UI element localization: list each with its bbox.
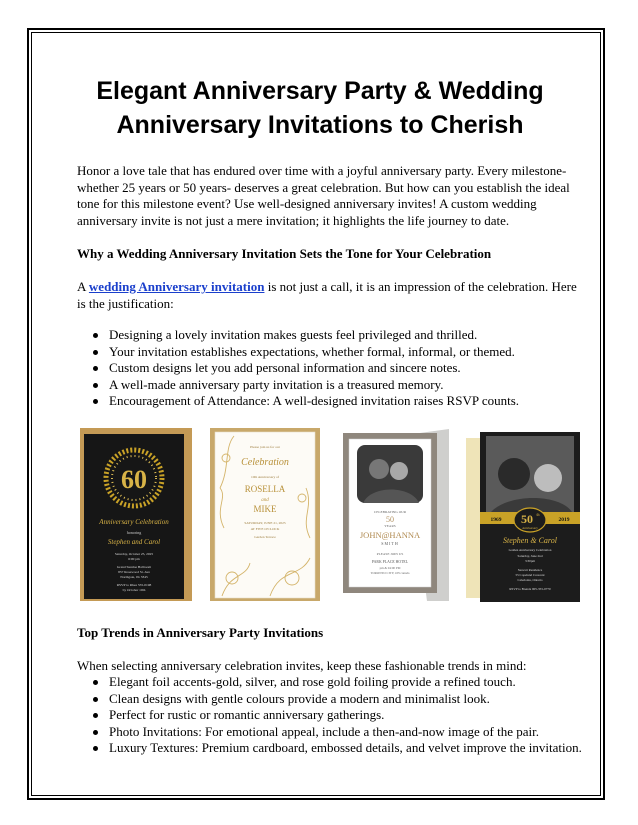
card3-years: YEARS xyxy=(384,524,396,528)
card3-number: 50 xyxy=(386,515,394,524)
section2-bullet-list xyxy=(77,674,587,757)
invitation-card-floral-white xyxy=(210,428,320,601)
card3-small: CELEBRATING OUR xyxy=(373,510,407,514)
card4-line-4: Stewart Residence xyxy=(517,568,543,572)
card3-line-1: PLEASE JOIN US xyxy=(376,552,404,556)
wedding-invitation-link[interactable]: wedding Anniversary invitation xyxy=(88,279,265,294)
card3-place: PARK PLACE HOTEL xyxy=(371,560,409,564)
card2-and: and xyxy=(261,498,269,503)
card3-detail-1: pm & 04:00 PM xyxy=(379,566,401,570)
card4-line-6: Caledonia, Ontario xyxy=(517,578,543,582)
card1-time: 6:00 pm xyxy=(128,557,140,561)
list-item: Luxury Textures: Premium cardboard, embossed details, and velvet improve the invitation. xyxy=(77,740,587,757)
list-item: Elegant foil accents-gold, silver, and rose gold foiling provide a refined touch. xyxy=(77,674,587,691)
list-item: Photo Invitations: For emotional appeal, include a then-and-now image of the pair. xyxy=(77,724,587,741)
intro-paragraph: Honor a love tale that has endured over time with a joyful anniversary party. Every milestone- whether 25 years or 50 years- deserves a great celebration. But how can you establish the ideal tone for this milestone event? Use well-designed anniversary invites! A custom wedding anniversary invite is not just a mere invitation; it highlights the life journey to date. xyxy=(77,163,570,228)
section1-bullet-list xyxy=(77,327,587,410)
card4-number: 50 xyxy=(521,512,533,526)
list-item: Clean designs with gentle colours provide a modern and minimalist look. xyxy=(77,691,587,708)
section2-intro: When selecting anniversary celebration invites, keep these fashionable trends in mind: xyxy=(77,658,527,673)
card2-name1: ROSELLA xyxy=(244,484,286,494)
card4-year-start: 1969 xyxy=(490,517,502,523)
card3-names: JOHN@HANNA xyxy=(359,530,421,540)
card1-number: 60 xyxy=(121,465,147,494)
card1-script: Anniversary Celebration xyxy=(99,518,169,526)
card2-line-a: 10th Anniversary of xyxy=(251,475,279,479)
card4-year-end: 2019 xyxy=(558,517,570,523)
invitation-card-50th-black xyxy=(466,430,584,602)
card2-place: Garden Terrace xyxy=(254,535,276,539)
card2-date: SATURDAY, JUNE 21, 2025 xyxy=(244,521,286,525)
card1-date: Saturday, October 25, 2025 xyxy=(114,552,154,556)
card3-surname: SMITH xyxy=(381,541,399,546)
card1-names: Stephen and Carol xyxy=(107,538,161,546)
card4-th: th xyxy=(536,512,540,517)
list-item: A well-made anniversary party invitation is a treasured memory. xyxy=(77,377,587,394)
card4-line-3: 3:30pm xyxy=(524,559,536,563)
card1-rsvp-1: RSVP to Rhea 555-0198 xyxy=(116,583,152,587)
card2-name2: MIKE xyxy=(253,504,277,514)
card2-time: AT FIVE O'CLOCK xyxy=(250,527,280,531)
card1-honoring: honoring xyxy=(126,530,142,535)
section2-heading: Top Trends in Anniversary Party Invitations xyxy=(77,625,324,640)
list-item: Your invitation establishes expectations, whether formal, informal, or themed. xyxy=(77,344,587,361)
invitation-card-60-gold xyxy=(80,428,192,601)
card3-detail-2: TORONTO CITY, ON canada xyxy=(370,571,410,575)
card4-line-7: RSVP to Brenda 905-355-0770 xyxy=(509,587,551,591)
card1-venue-1: Grand Sunrise Ballroom xyxy=(116,565,152,569)
section1-heading: Why a Wedding Anniversary Invitation Sets the Tone for Your Celebration xyxy=(77,246,492,261)
list-item: Perfect for rustic or romantic anniversary gatherings. xyxy=(77,707,587,724)
list-item: Encouragement of Attendance: A well-designed invitation raises RSVP counts. xyxy=(77,393,587,410)
card2-script: Celebration xyxy=(241,457,289,468)
list-item: Custom designs let you add personal information and sincere notes. xyxy=(77,360,587,377)
card4-line-2: Saturday, June 2nd xyxy=(517,554,543,558)
list-item: Designing a lovely invitation makes guests feel privileged and thrilled. xyxy=(77,327,587,344)
section1-paragraph xyxy=(77,279,577,312)
card4-names: Stephen & Carol xyxy=(503,536,557,545)
card2-small-top: Please join us for our xyxy=(250,445,280,449)
card4-line-5: 55 Copeland Crescent xyxy=(515,573,545,577)
section1-text-before: A xyxy=(77,279,89,294)
page-title: Elegant Anniversary Party & Wedding Anniversary Invitations to Cherish xyxy=(96,77,544,139)
invitation-card-photo-grey xyxy=(337,425,452,601)
card4-anniversary: Anniversary xyxy=(522,526,538,530)
card1-rsvp-2: by October 10th xyxy=(122,588,146,592)
card1-venue-2: 857 Rosewood St. Ave xyxy=(118,570,150,574)
card1-venue-3: Northgate, JK 3345 xyxy=(120,575,148,579)
card4-line-1: Golden Anniversary Celebration xyxy=(508,548,552,552)
section1-text-after: is not just a call, it is an impression of the celebration. Here is the justification: xyxy=(77,279,577,311)
